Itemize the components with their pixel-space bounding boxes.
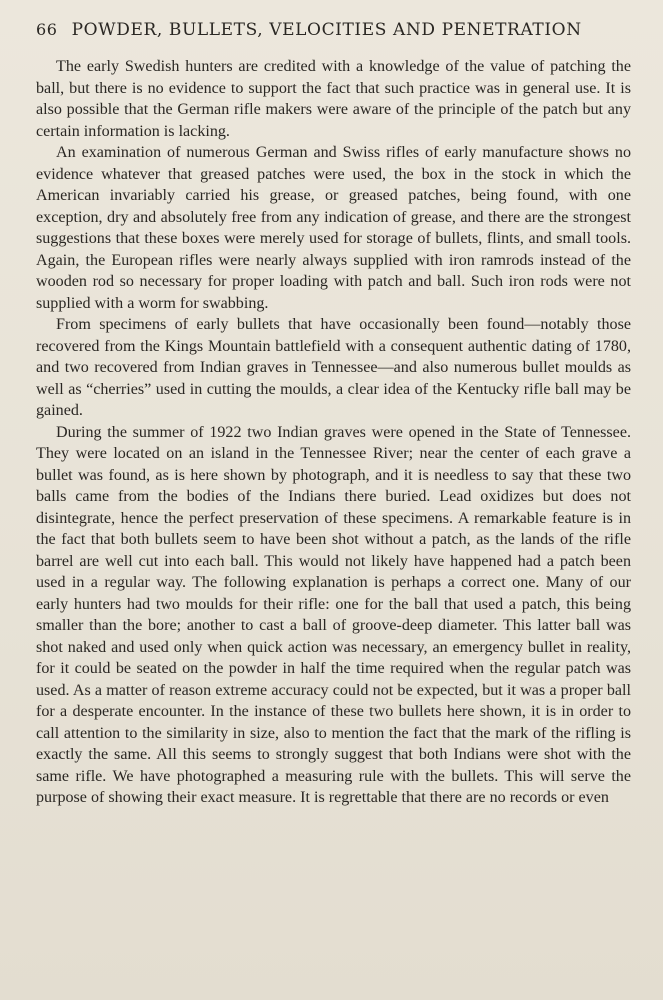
paragraph-swedish-hunters: The early Swedish hunters are credited with a knowledge of the value of patching the ball, but there is no evidence to support the fact that such practice was in general use. It is also possible that the German rifle makers were aware of the principle of the patch but any certain information is lacking. bbox=[36, 58, 631, 140]
paragraph-german-swiss-rifles: An examination of numerous German and Swiss rifles of early manufacture shows no evidence whatever that greased patches were used, the box in the stock in which the American invariably carried his grease, or greased patches, being found, with one exception, dry and absolutely free from any indication of grease, and there are the strongest suggestions that these boxes were merely used for storage of bullets, flints, and small tools. Again, the European rifles were nearly always supplied with iron ramrods instead of the wooden rod so necessary for proper loading with patch and ball. Such iron rods were not supplied with a worm for swabbing. bbox=[36, 144, 631, 312]
paragraph-early-bullets: From specimens of early bullets that have occasionally been found—notably those recovered from the Kings Mountain battlefield with a consequent authentic dating of 1780, and two recovered from Indian graves in Tennessee—and also numerous bullet moulds as well as “cherries” used in cutting the moulds, a clear idea of the Kentucky rifle ball may be gained. bbox=[36, 316, 631, 419]
page-header bbox=[36, 20, 631, 40]
page-number: 66 bbox=[36, 20, 58, 39]
body-text bbox=[36, 56, 631, 809]
paragraph-indian-graves: During the summer of 1922 two Indian graves were opened in the State of Tennessee. They were located on an island in the Tennessee River; near the center of each grave a bullet was found, as is here shown by photograph, and it is needless to say that these two balls came from the bodies of the Indians there buried. Lead oxidizes but does not disintegrate, hence the perfect preservation of these specimens. A remarkable feature is in the fact that both bullets seem to have been shot without a patch, as the lands of the rifle barrel are well cut into each ball. This would not likely have happened had a patch been used in a regular way. The following explanation is perhaps a correct one. Many of our early hunters had two moulds for their rifle: one for the ball that used a patch, this being smaller than the bore; another to cast a ball of groove-deep diameter. This latter ball was shot naked and used only when quick action was necessary, an emergency bullet in reality, for it could be seated on the powder in half the time required when the regular patch was used. As a matter of reason extreme accuracy could not be expected, but it was a proper ball for a desperate encounter. In the instance of these two bullets here shown, it is in order to call attention to the similarity in size, also to mention the fact that the mark of the rifling is exactly the same. All this seems to strongly suggest that both Indians were shot with the same rifle. We have photographed a measuring rule with the bullets. This will serve the purpose of showing their exact measure. It is regrettable that there are no records or even bbox=[36, 423, 631, 806]
running-head: POWDER, BULLETS, VELOCITIES AND PENETRATION bbox=[71, 20, 582, 40]
